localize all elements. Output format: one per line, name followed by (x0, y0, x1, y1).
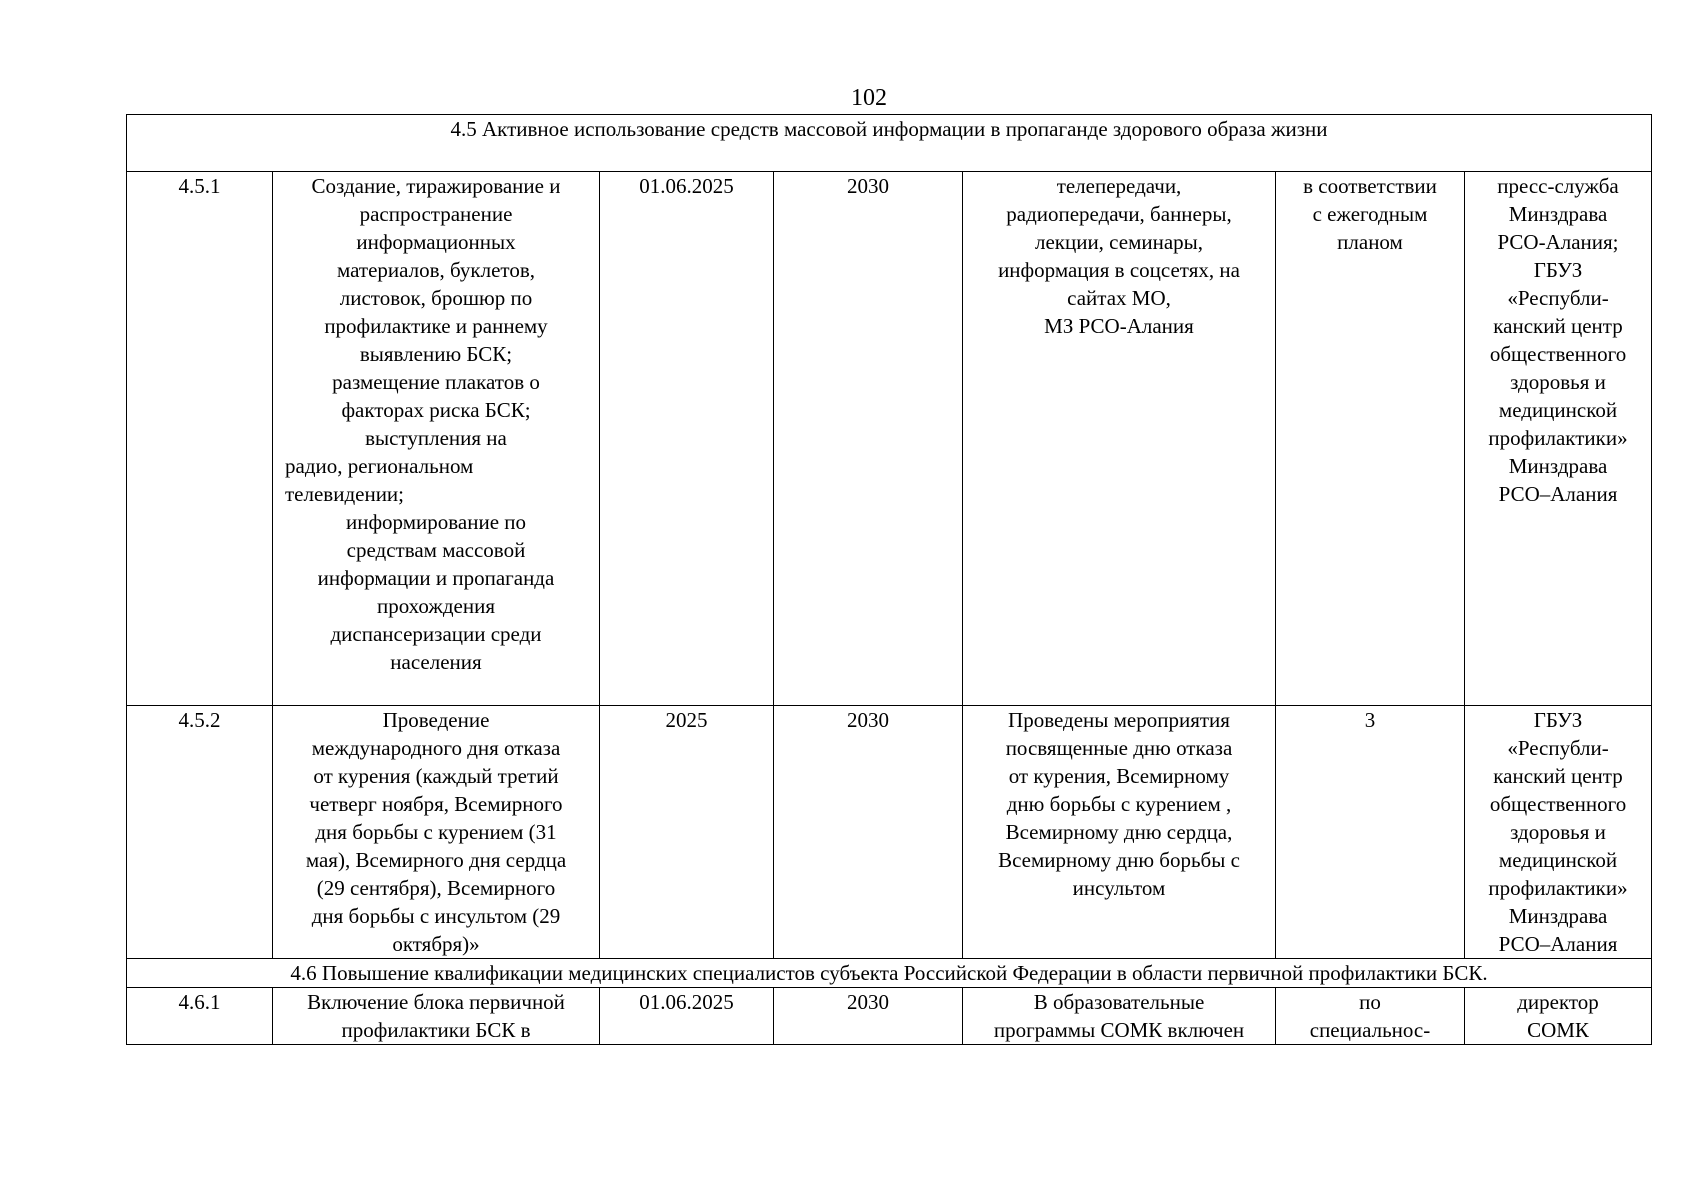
text-line: населения (390, 650, 482, 674)
row-number: 4.5.2 (127, 706, 273, 959)
text-line: канский центр (1493, 764, 1623, 788)
text-line: радиопередачи, баннеры, (1006, 202, 1232, 226)
row-number: 4.5.1 (127, 172, 273, 706)
text-line: распространение (359, 202, 513, 226)
text-line: факторах риска БСК; (341, 398, 531, 422)
text-line: материалов, буклетов, (336, 258, 535, 282)
text-line: канский центр (1493, 314, 1623, 338)
text-line: планом (1337, 230, 1403, 254)
text-line: диспансеризации среди (330, 622, 542, 646)
responsible-cell (1465, 706, 1652, 959)
text-line: здоровья и (1510, 370, 1606, 394)
result-cell (963, 172, 1276, 706)
text-line: В образовательные (1033, 990, 1205, 1014)
page-number: 102 (851, 85, 887, 111)
text-line: выявлению БСК; (359, 342, 513, 366)
text-line: от курения, Всемирному (1008, 764, 1230, 788)
text-line: Всемирному дню борьбы с (998, 848, 1240, 872)
text-line: профилактики БСК в (341, 1018, 531, 1042)
table-row (127, 706, 1652, 959)
section-heading-4-5: 4.5 Активное использование средств массовой информации в пропаганде здорового образа жизни (127, 115, 1652, 172)
text-line: пресс-служба (1497, 174, 1619, 198)
text-line: здоровья и (1510, 820, 1606, 844)
indicator-cell (1276, 988, 1465, 1045)
text-line: инсультом (1072, 876, 1166, 900)
table-row (127, 172, 1652, 706)
text-line: СОМК (1527, 1018, 1589, 1042)
text-line: дню борьбы с курением , (1006, 792, 1232, 816)
indicator-cell (1276, 706, 1465, 959)
text-line: лекции, семинары, (1034, 230, 1204, 254)
text-line: информации и пропаганда (317, 566, 555, 590)
text-line: Всемирному дню сердца, (1005, 820, 1233, 844)
text-line: размещение плакатов о (332, 370, 540, 394)
responsible-cell (1465, 988, 1652, 1045)
text-line: общественного (1489, 792, 1627, 816)
text-line: общественного (1489, 342, 1627, 366)
text-line: специальнос- (1309, 1018, 1431, 1042)
text-line: международного дня отказа (311, 736, 561, 760)
text-line: информационных (356, 230, 516, 254)
action-plan-table (126, 114, 1652, 1045)
text-line: Минздрава (1508, 454, 1608, 478)
text-line: РСО–Алания (1498, 932, 1618, 956)
text-line: Создание, тиражирование и (311, 174, 561, 198)
end-date-cell: 2030 (774, 172, 963, 706)
text-line: четверг ноября, Всемирного (309, 792, 563, 816)
indicator-cell (1276, 172, 1465, 706)
text-line: ГБУЗ (1533, 708, 1583, 732)
start-date-cell: 01.06.2025 (600, 172, 774, 706)
text-line: от курения (каждый третий (313, 764, 559, 788)
section-row-4-6 (127, 959, 1652, 988)
text-line: директор (1517, 990, 1599, 1014)
text-line: РСО–Алания (1498, 482, 1618, 506)
text-line: радио, региональном (285, 454, 474, 478)
text-line: Проведены мероприятия (1008, 708, 1230, 732)
text-line: мая), Всемирного дня сердца (305, 848, 567, 872)
section-row-4-5 (127, 115, 1652, 172)
text-line: телепередачи, (1056, 174, 1182, 198)
text-line: 3 (1364, 708, 1376, 732)
end-date-cell: 2030 (774, 988, 963, 1045)
text-line: профилактики» (1488, 876, 1628, 900)
text-line: Проведение (382, 708, 490, 732)
text-line: прохождения (376, 594, 496, 618)
text-line: листовок, брошюр по (339, 286, 533, 310)
end-date-cell: 2030 (774, 706, 963, 959)
measure-cell (273, 988, 600, 1045)
measure-cell (273, 172, 600, 706)
text-line: «Республи- (1507, 286, 1609, 310)
text-line: с ежегодным (1312, 202, 1428, 226)
text-line: (29 сентября), Всемирного (316, 876, 556, 900)
measure-cell (273, 706, 600, 959)
text-line: МЗ РСО-Алания (1044, 314, 1194, 338)
text-line: в соответствии (1303, 174, 1437, 198)
text-line: профилактики» (1488, 426, 1628, 450)
text-line: медицинской (1498, 398, 1618, 422)
start-date-cell: 2025 (600, 706, 774, 959)
text-line: октября)» (392, 932, 480, 956)
text-line: дня борьбы с инсультом (29 (311, 904, 561, 928)
text-line: средствам массовой (346, 538, 526, 562)
text-line: Включение блока первичной (307, 990, 565, 1014)
text-line: информация в соцсетях, на (998, 258, 1240, 282)
text-line: выступления на (365, 426, 507, 450)
text-line: по (1359, 990, 1381, 1014)
section-heading-4-6: 4.6 Повышение квалификации медицинских специалистов субъекта Российской Федерации в области первичной профилактики БСК. (127, 959, 1652, 988)
responsible-cell (1465, 172, 1652, 706)
row-number: 4.6.1 (127, 988, 273, 1045)
table-row (127, 988, 1652, 1045)
text-line: дня борьбы с курением (31 (315, 820, 557, 844)
text-line: телевидении; (285, 482, 405, 506)
text-line: посвященные дню отказа (1005, 736, 1233, 760)
text-line: профилактике и раннему (324, 314, 548, 338)
text-line: медицинской (1498, 848, 1618, 872)
text-line: РСО-Алания; (1497, 230, 1619, 254)
text-line: Минздрава (1508, 202, 1608, 226)
result-cell (963, 988, 1276, 1045)
start-date-cell: 01.06.2025 (600, 988, 774, 1045)
text-line: программы СОМК включен (993, 1018, 1245, 1042)
text-line: Минздрава (1508, 904, 1608, 928)
text-line: «Республи- (1507, 736, 1609, 760)
text-line: сайтах МО, (1067, 286, 1171, 310)
text-line: ГБУЗ (1533, 258, 1583, 282)
result-cell (963, 706, 1276, 959)
text-line: информирование по (345, 510, 527, 534)
